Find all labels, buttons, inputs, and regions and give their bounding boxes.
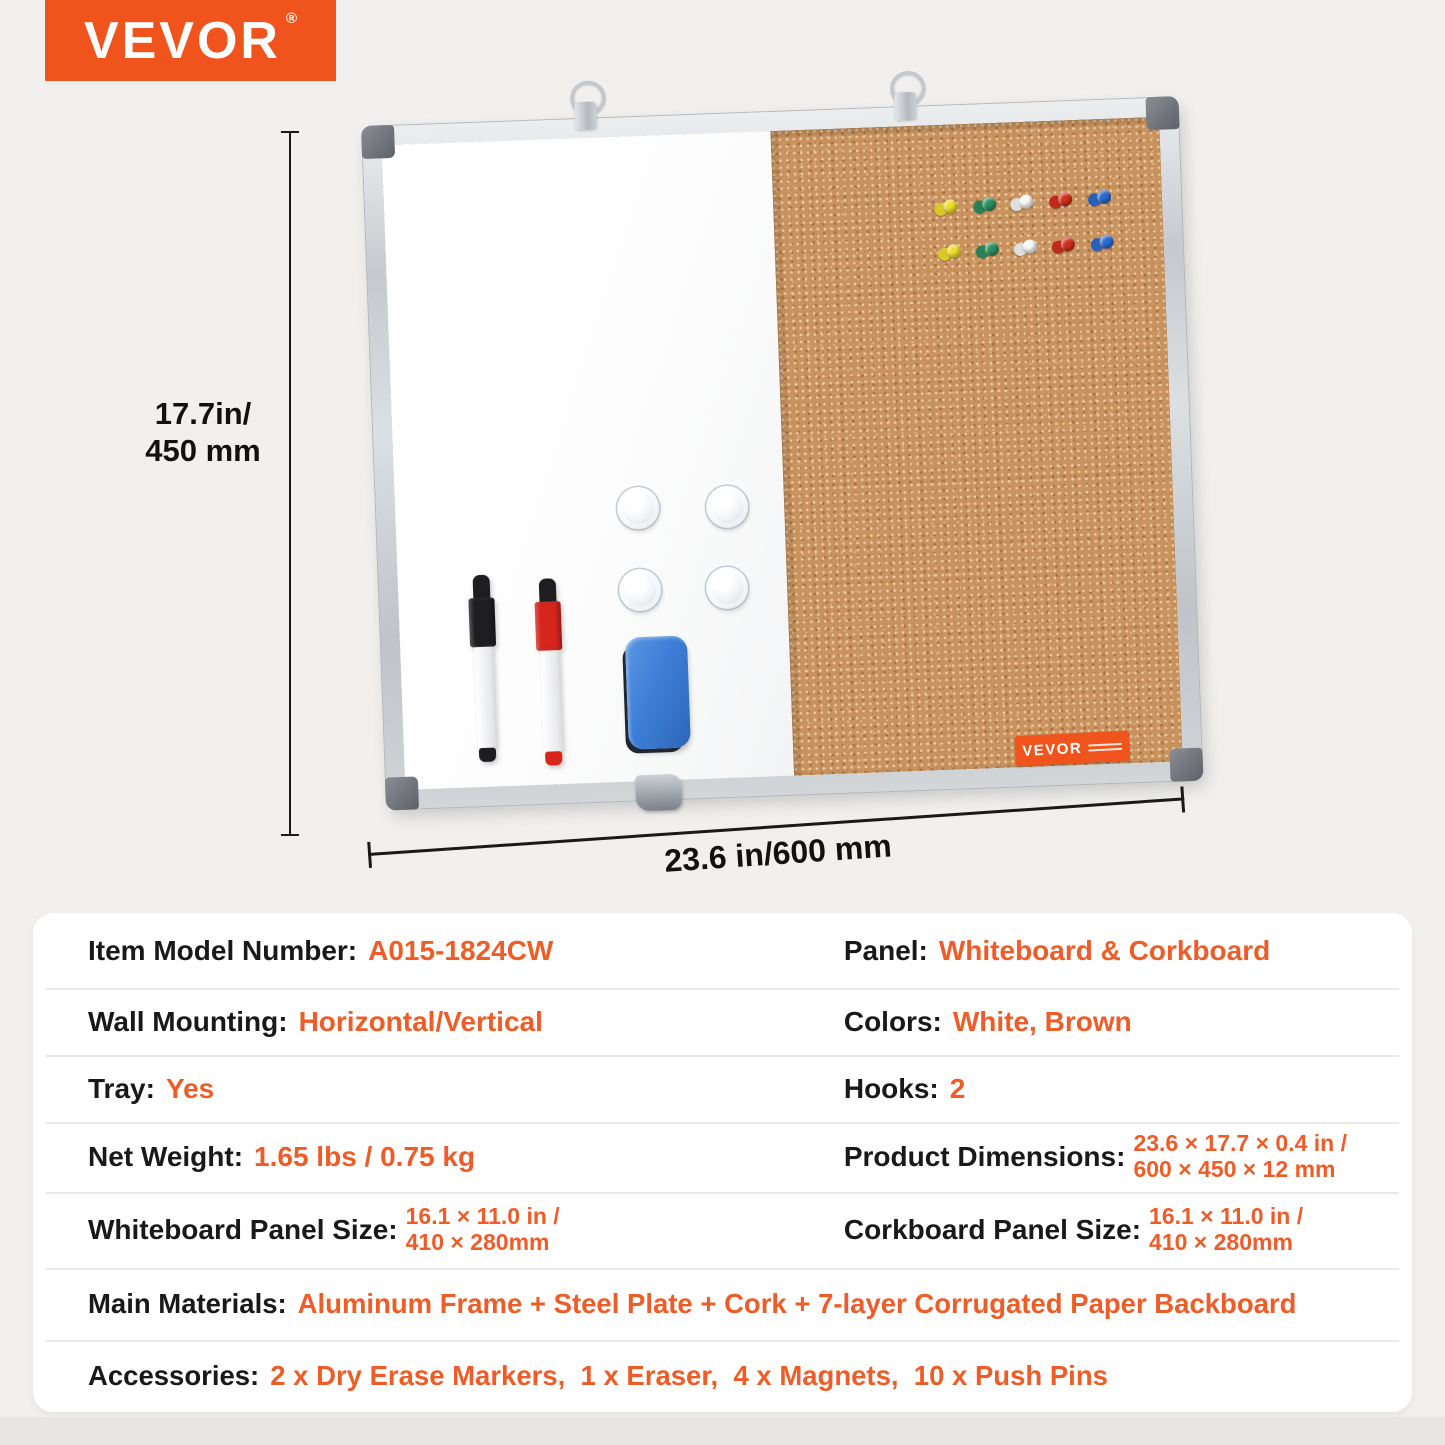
spec-row	[33, 1055, 1412, 1122]
spec-row	[33, 988, 1412, 1055]
spec-label: Product Dimensions:	[843, 1141, 1126, 1172]
marker-tray-clip	[635, 774, 682, 812]
combo-board	[362, 97, 1202, 809]
marker-end	[545, 751, 563, 766]
marker-cap-tip	[538, 578, 556, 604]
spec-label: Item Model Number:	[88, 934, 358, 966]
marker-cap-tip	[472, 575, 490, 601]
frame-corner-cap	[385, 776, 419, 810]
spec-label: Wall Mounting:	[88, 1005, 288, 1037]
spec-value: 23.6 × 17.7 × 0.4 in / 600 × 450 × 12 mm	[1133, 1130, 1347, 1182]
push-pin-blue	[1088, 190, 1111, 208]
spec-value: Yes	[165, 1072, 215, 1104]
whiteboard-panel	[382, 131, 794, 790]
spec-row	[33, 1268, 1412, 1340]
push-pin-red	[1052, 237, 1075, 255]
spec-label: Corkboard Panel Size:	[843, 1214, 1142, 1245]
corkboard-panel	[770, 117, 1182, 776]
width-dimension-label: 23.6 in/600 mm	[663, 827, 893, 879]
marker-body	[474, 647, 497, 749]
hook-tab	[894, 92, 917, 121]
height-dimension-line	[289, 131, 291, 836]
vevor-logo	[45, 0, 336, 81]
spec-label: Accessories:	[88, 1360, 260, 1391]
frame-corner-cap	[1145, 96, 1179, 130]
spec-row	[33, 1122, 1412, 1192]
bottom-strip	[0, 1417, 1445, 1445]
spec-label: Main Materials:	[88, 1288, 287, 1319]
board-surface	[382, 117, 1183, 790]
vevor-logo-text: VEVOR	[83, 11, 281, 70]
push-pin-green	[973, 197, 996, 215]
spec-value: 2	[949, 1072, 966, 1104]
hook-tab	[574, 101, 597, 130]
spec-value: Whiteboard & Corkboard	[938, 934, 1271, 966]
brand-sticker-text: VEVOR	[1021, 739, 1083, 760]
whiteboard-eraser	[625, 635, 691, 749]
hanging-hook-right	[882, 70, 930, 122]
marker-cap	[535, 601, 563, 651]
hanging-hook-left	[562, 80, 610, 132]
frame-corner-cap	[361, 125, 395, 159]
spec-value: 2 x Dry Erase Markers, 1 x Eraser, 4 x Magnets, 10 x Push Pins	[270, 1360, 1108, 1391]
spec-row	[33, 913, 1412, 988]
dimension-tick	[281, 131, 299, 133]
sticker-fine-print	[1088, 742, 1122, 751]
marker-end	[478, 748, 496, 763]
spec-value: 1.65 lbs / 0.75 kg	[254, 1141, 476, 1172]
spec-label: Colors:	[843, 1005, 942, 1037]
spec-row	[33, 1192, 1412, 1268]
spec-row	[33, 1340, 1412, 1412]
height-dimension-label	[128, 396, 278, 469]
push-pin-red	[1049, 192, 1072, 210]
marker-body	[540, 650, 563, 752]
spec-label: Hooks:	[843, 1072, 939, 1104]
dimension-tick	[281, 834, 299, 836]
spec-label: Panel:	[843, 934, 928, 966]
spec-value: A015-1824CW	[368, 934, 554, 966]
push-pin-white	[1010, 194, 1033, 212]
height-label-line2: 450 mm	[145, 432, 261, 468]
spec-value: 16.1 × 11.0 in / 410 × 280mm	[1149, 1203, 1304, 1255]
brand-sticker	[1015, 731, 1130, 767]
spec-value: Aluminum Frame + Steel Plate + Cork + 7-layer Corrugated Paper Backboard	[297, 1288, 1297, 1319]
push-pin-blue	[1090, 235, 1113, 253]
dimension-tick	[1180, 786, 1185, 812]
push-pin-white	[1014, 239, 1037, 257]
width-dimension-line	[368, 797, 1187, 900]
spec-value: White, Brown	[952, 1005, 1132, 1037]
registered-mark: ®	[286, 10, 298, 27]
push-pin-green	[976, 242, 999, 260]
spec-value: 16.1 × 11.0 in / 410 × 280mm	[405, 1203, 560, 1255]
frame-corner-cap	[1169, 748, 1203, 782]
spec-value: Horizontal/Vertical	[298, 1005, 543, 1037]
height-label-line1: 17.7in/	[154, 396, 252, 431]
spec-label: Whiteboard Panel Size:	[88, 1214, 398, 1245]
spec-label: Tray:	[88, 1072, 155, 1104]
spec-label: Net Weight:	[88, 1141, 244, 1172]
push-pin-yellow	[938, 244, 961, 262]
spec-table	[33, 913, 1412, 1412]
push-pin-yellow	[934, 199, 957, 217]
marker-cap	[468, 597, 496, 647]
